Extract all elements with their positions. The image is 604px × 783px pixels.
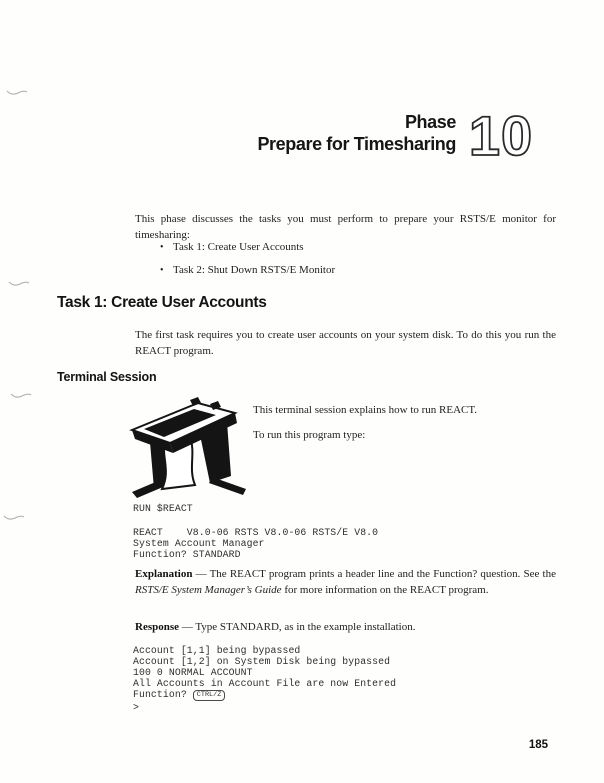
terminal-cursor-line: > — [133, 702, 139, 713]
bullet-icon: • — [160, 265, 164, 276]
em-dash: — — [192, 568, 210, 580]
terminal-output-line: System Account Manager — [133, 538, 265, 549]
em-dash: — — [179, 621, 196, 633]
response-paragraph — [135, 619, 556, 635]
terminal-session-heading: Terminal Session — [57, 370, 157, 384]
terminal-output-block-1 — [133, 527, 378, 560]
binding-mark — [6, 88, 28, 98]
terminal-output-block-2 — [133, 645, 396, 713]
task-list-item-2 — [160, 264, 335, 276]
terminal-output-line: All Accounts in Account File are now Entered — [133, 678, 397, 689]
terminal-output-line: Function? STANDARD — [133, 549, 241, 560]
binding-mark — [3, 513, 25, 523]
phase-header — [257, 104, 534, 168]
guide-title: RSTS/E System Manager’s Guide — [135, 584, 282, 596]
chapter-number-outline — [468, 104, 534, 168]
task-list-item-1 — [160, 241, 304, 253]
terminal-output-line: 100 0 NORMAL ACCOUNT — [133, 667, 253, 678]
response-label: Response — [135, 621, 180, 633]
terminal-prompt-line — [133, 689, 396, 702]
ctrl-z-key: CTRL/Z — [193, 690, 225, 701]
binding-mark — [8, 279, 30, 289]
explanation-text: The REACT program prints a header line and the Function? question. See the — [209, 568, 556, 580]
task-list-label: Task 1: Create User Accounts — [173, 241, 304, 253]
explanation-paragraph — [135, 566, 556, 598]
bullet-icon: • — [160, 242, 164, 253]
phase-label: Phase — [404, 112, 456, 132]
terminal-command: RUN $REACT — [133, 503, 193, 514]
terminal-command-block — [133, 503, 193, 514]
explanation-text: for more information on the REACT program. — [281, 584, 489, 596]
terminal-illustration — [128, 396, 252, 513]
terminal-output-line: REACT V8.0-06 RSTS V8.0-06 RSTS/E V8.0 — [133, 527, 379, 538]
terminal-output-line: Account [1,2] on System Disk being bypassed — [133, 656, 391, 667]
terminal-intro-line1: This terminal session explains how to run REACT. — [253, 404, 478, 416]
response-text: Type STANDARD, as in the example installation. — [195, 621, 416, 633]
binding-mark — [10, 391, 32, 401]
task-list-label: Task 2: Shut Down RSTS/E Monitor — [173, 264, 336, 276]
terminal-output-line: Account [1,1] being bypassed — [133, 645, 301, 656]
prompt-text: Function? — [133, 689, 193, 700]
terminal-intro-line2: To run this program type: — [253, 429, 366, 441]
page-number: 185 — [528, 739, 548, 751]
phase-title: Prepare for Timesharing — [257, 134, 456, 154]
task1-heading: Task 1: Create User Accounts — [57, 294, 267, 311]
task1-paragraph: The first task requires you to create user accounts on your system disk. To do this you run the REACT program. — [135, 329, 556, 357]
explanation-label: Explanation — [135, 568, 193, 580]
chapter-number-text: 10 — [468, 104, 534, 167]
intro-paragraph: This phase discusses the tasks you must perform to prepare your RSTS/E monitor for timesharing: — [135, 213, 556, 241]
